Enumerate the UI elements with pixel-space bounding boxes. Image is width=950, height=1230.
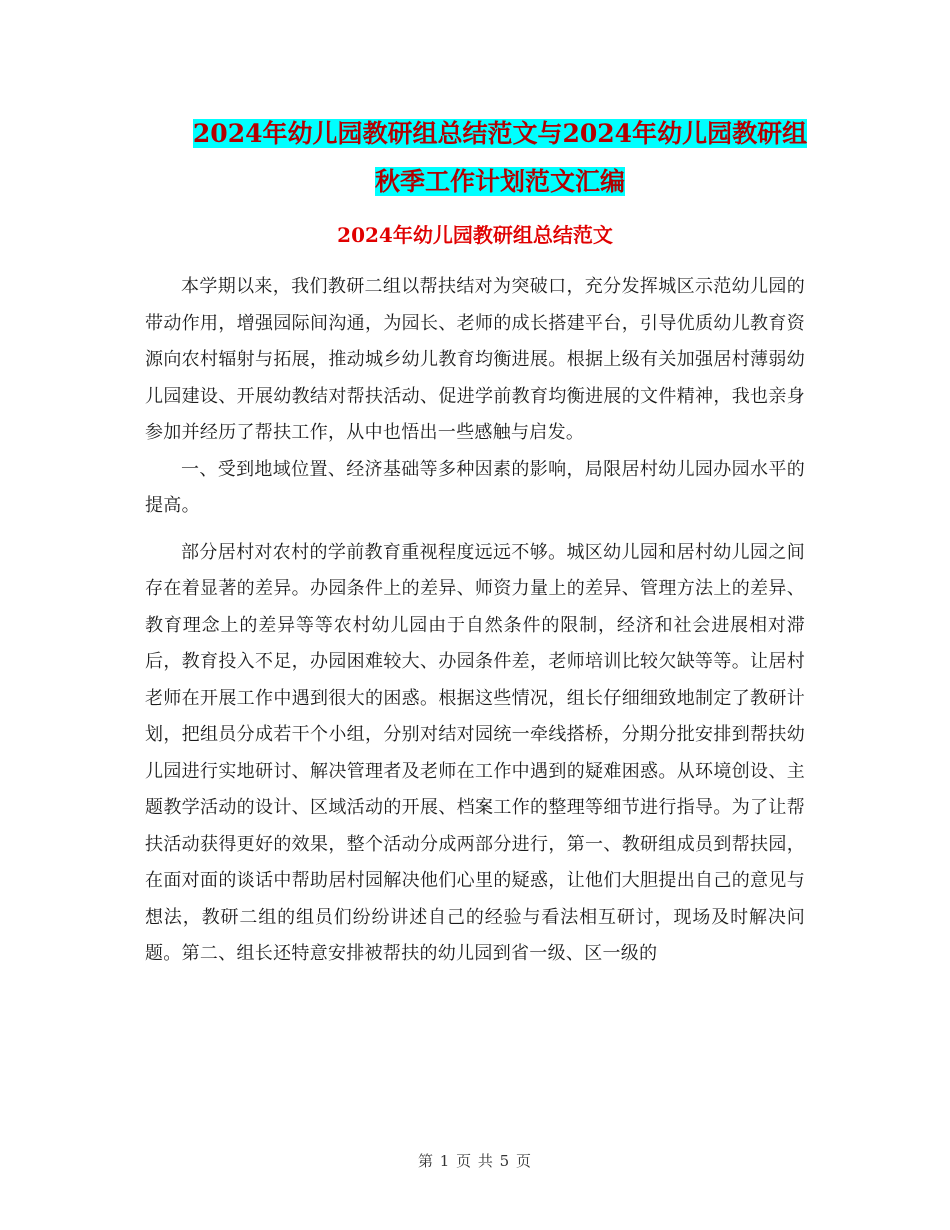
document-title-line-2: 秋季工作计划范文汇编 (374, 167, 625, 196)
document-body (145, 269, 805, 973)
paragraph: 本学期以来，我们教研二组以帮扶结对为突破口，充分发挥城区示范幼儿园的带动作用，增强园际间沟通，为园长、老师的成长搭建平台，引导优质幼儿教育资源向农村辐射与拓展，推动城乡幼儿教育均衡进展。根据上级有关加强居村薄弱幼儿园建设、开展幼教结对帮扶活动、促进学前教育均衡进展的文件精神，我也亲身参加并经历了帮扶工作，从中也悟出一些感触与启发。 (145, 276, 805, 443)
document-title-line-1: 2024年幼儿园教研组总结范文与2024年幼儿园教研组 (192, 119, 808, 148)
document-title (150, 110, 850, 206)
page-footer: 第 1 页 共 5 页 (418, 1152, 532, 1170)
paragraph: 部分居村对农村的学前教育重视程度远远不够。城区幼儿园和居村幼儿园之间存在着显著的差异。办园条件上的差异、师资力量上的差异、管理方法上的差异、教育理念上的差异等等农村幼儿园由于自然条件的限制，经济和社会进展相对滞后，教育投入不足，办园困难较大、办园条件差，老师培训比较欠缺等等。让居村老师在开展工作中遇到很大的困惑。根据这些情况，组长仔细细致地制定了教研计划，把组员分成若干个小组，分别对结对园统一牵线搭桥，分期分批安排到帮扶幼儿园进行实地研讨、解决管理者及老师在工作中遇到的疑难困惑。从环境创设、主题教学活动的设计、区域活动的开展、档案工作的整理等细节进行指导。为了让帮扶活动获得更好的效果，整个活动分成两部分进行，第一、教研组成员到帮扶园，在面对面的谈话中帮助居村园解决他们心里的疑惑，让他们大胆提出自己的意见与想法，教研二组的组员们纷纷讲述自己的经验与看法相互研讨，现场及时解决问题。第二、组长还特意安排被帮扶的幼儿园到省一级、区一级的 (145, 541, 805, 964)
section-title: 2024年幼儿园教研组总结范文 (337, 223, 613, 247)
paragraph: 一、受到地域位置、经济基础等多种因素的影响，局限居村幼儿园办园水平的提高。 (145, 458, 805, 516)
